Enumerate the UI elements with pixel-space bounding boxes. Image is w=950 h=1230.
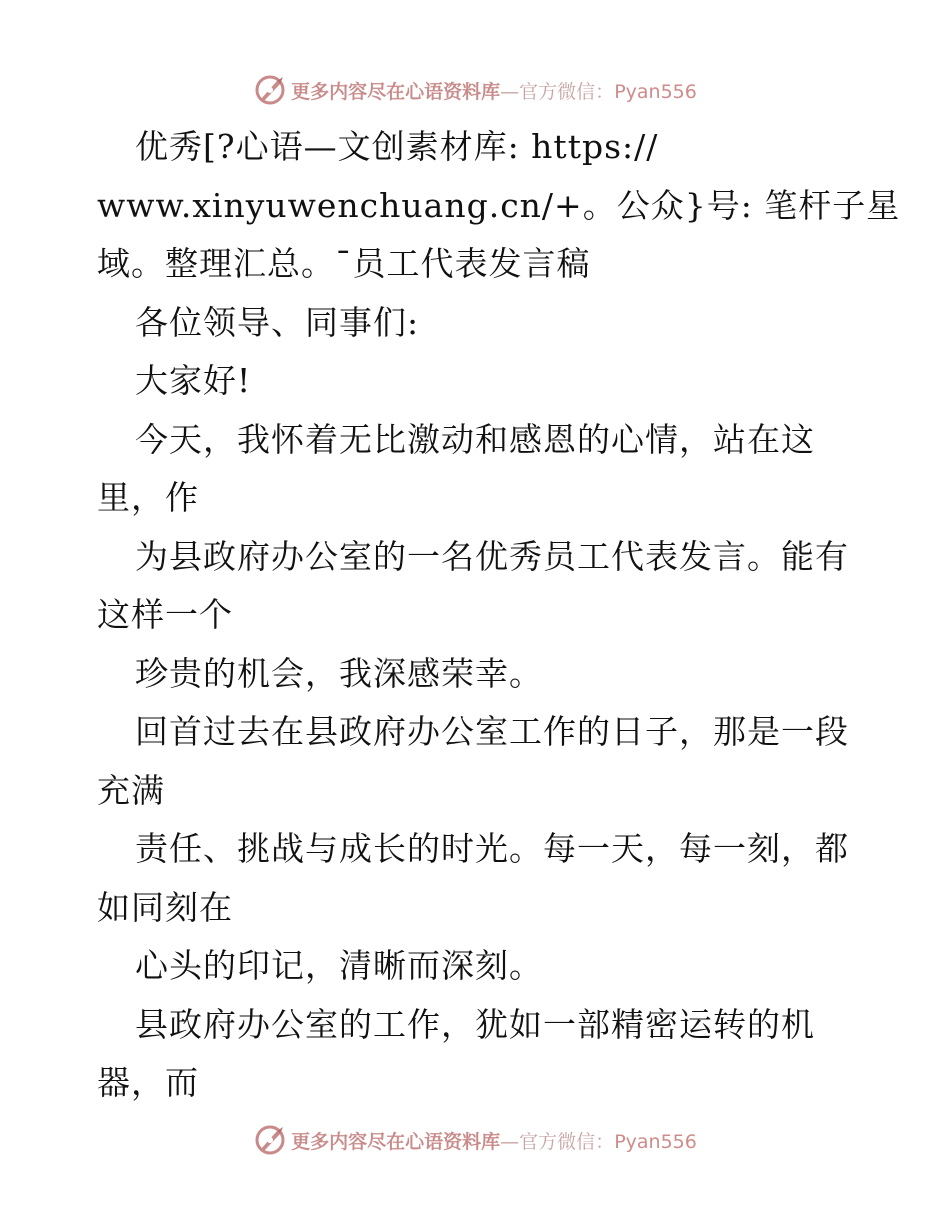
watermark-dash: — [500, 1130, 520, 1153]
text-line: 各位领导、同事们: [135, 302, 420, 342]
text-line: 器，而 [97, 1063, 199, 1102]
text-line: 责任、挑战与成长的时光。每一天，每一刻，都 [135, 829, 849, 868]
watermark-wechat-label: 官方微信： [519, 80, 615, 103]
watermark-main: 更多内容尽在心语资料库 [291, 80, 501, 103]
text-line: 如同刻在 [97, 887, 233, 927]
text-line: 这样一个 [97, 595, 233, 634]
text-line: 心头的印记，清晰而深刻。 [135, 946, 543, 985]
watermark-main: 更多内容尽在心语资料库 [291, 1130, 501, 1153]
watermark-wechat-id: Pyan556 [614, 1130, 697, 1153]
watermark-wechat-label: 官方微信： [519, 1130, 615, 1153]
text-line: 县政府办公室的工作，犹如一部精密运转的机 [135, 1004, 815, 1044]
document-body [97, 118, 901, 1113]
header-watermark [0, 70, 950, 110]
text-line: 优秀[?心语—文创素材库: https:// [135, 127, 659, 166]
footer-watermark [0, 1120, 950, 1160]
text-line: 今天，我怀着无比激动和感恩的心情，站在这 [135, 419, 815, 459]
header-watermark-inner [253, 73, 697, 107]
text-line: 充满 [97, 770, 165, 810]
text-line: 为县政府办公室的一名优秀员工代表发言。能有 [135, 536, 849, 576]
text-line: 珍贵的机会，我深感荣幸。 [135, 653, 543, 693]
text-line: 回首过去在县政府办公室工作的日子，那是一段 [135, 712, 849, 751]
text-line: 域。整理汇总。¯员工代表发言稿 [97, 244, 591, 283]
watermark-wechat-id: Pyan556 [614, 80, 697, 103]
text-line: 大家好! [135, 361, 252, 400]
watermark-text [291, 1127, 697, 1154]
footer-watermark-inner [253, 1123, 697, 1157]
text-line: www.xinyuwenchuang.cn/+。公众}号: 笔杆子星 [97, 185, 901, 225]
watermark-text [291, 77, 697, 104]
watermark-dash: — [500, 80, 520, 103]
quill-pen-circle-icon [253, 73, 287, 107]
text-line: 里，作 [97, 478, 199, 517]
quill-pen-circle-icon [253, 1123, 287, 1157]
